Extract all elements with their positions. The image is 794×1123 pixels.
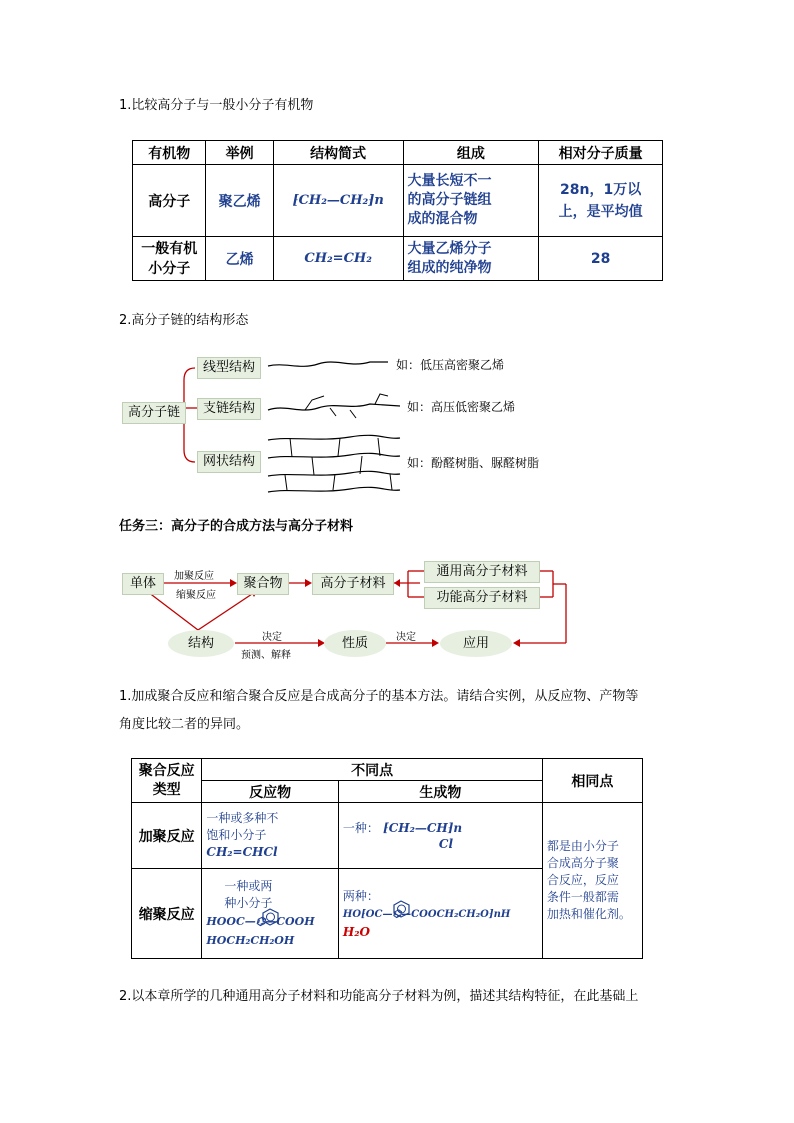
cell-example: 聚乙烯 — [206, 165, 273, 237]
addition-label: 加聚反应 — [174, 571, 214, 582]
application-ellipse: 应用 — [440, 630, 512, 657]
chain-root-label: 高分子链 — [122, 402, 186, 424]
addition-row-label: 加聚反应 — [132, 803, 202, 869]
condensation-row-label: 缩聚反应 — [132, 869, 202, 959]
condensation-reactant: 一种或两 种小分子 HOOC—⌬—COOH HOCH₂CH₂OH — [202, 869, 339, 959]
col-header: 结构简式 — [273, 141, 403, 165]
functional-material-box: 功能高分子材料 — [424, 587, 540, 609]
linear-structure-label: 线型结构 — [197, 357, 261, 379]
type-header: 聚合反应 类型 — [132, 759, 202, 803]
cell-type: 一般有机小分子 — [133, 237, 206, 281]
decide-label-2: 决定 — [396, 632, 416, 643]
structure-ellipse: 结构 — [168, 630, 234, 657]
cell-composition: 大量长短不一 的高分子链组 成的混合物 — [403, 165, 539, 237]
cell-example: 乙烯 — [206, 237, 273, 281]
general-material-box: 通用高分子材料 — [424, 561, 540, 583]
decide-label-1: 决定 — [262, 632, 282, 643]
question-1-title: 1.比较高分子与一般小分子有机物 — [119, 98, 314, 113]
diff-header: 不同点 — [202, 759, 542, 781]
product-header: 生成物 — [338, 781, 542, 803]
question-2-title: 2.高分子链的结构形态 — [119, 313, 249, 328]
condensation-label: 缩聚反应 — [176, 590, 216, 601]
network-example: 如：酚醛树脂、脲醛树脂 — [407, 456, 540, 470]
same-header: 相同点 — [542, 759, 642, 803]
linear-example: 如：低压高密聚乙烯 — [396, 358, 505, 372]
branched-example: 如：高压低密聚乙烯 — [407, 400, 516, 414]
question-3-line-2: 角度比较二者的异同。 — [119, 717, 250, 732]
same-cell: 都是由小分子 合成高分子聚 合反应，反应 条件一般都需 加热和催化剂。 — [542, 803, 642, 959]
cell-mass: 28n，1万以 上，是平均值 — [539, 165, 663, 237]
addition-reactant: 一种或多种不 饱和小分子 CH₂=CHCl — [202, 803, 339, 869]
condensation-product: 两种： HO⁅OC—⌬—COOCH₂CH₂O⁆nH H₂O — [338, 869, 542, 959]
cell-type: 高分子 — [133, 165, 206, 237]
col-header: 组成 — [403, 141, 539, 165]
reactant-header: 反应物 — [202, 781, 339, 803]
network-structure-label: 网状结构 — [197, 451, 261, 473]
question-3-line-1: 1.加成聚合反应和缩合聚合反应是合成高分子的基本方法。请结合实例，从反应物、产物等 — [119, 689, 639, 704]
cell-mass: 28 — [539, 237, 663, 281]
col-header: 有机物 — [133, 141, 206, 165]
cell-composition: 大量乙烯分子 组成的纯净物 — [403, 237, 539, 281]
polymerization-table — [131, 758, 643, 959]
cell-formula: ⁅CH₂—CH₂⁆n — [273, 165, 403, 237]
col-header: 相对分子质量 — [539, 141, 663, 165]
table-row — [132, 803, 643, 869]
addition-product: 一种： ⁅CH₂—CH⁆n Cl — [338, 803, 542, 869]
question-4-text: 2.以本章所学的几种通用高分子材料和功能高分子材料为例，描述其结构特征，在此基础上 — [119, 989, 639, 1004]
predict-label: 预测、解释 — [241, 650, 291, 661]
task3-title: 任务三：高分子的合成方法与高分子材料 — [119, 519, 354, 534]
property-ellipse: 性质 — [324, 630, 386, 657]
col-header: 举例 — [206, 141, 273, 165]
material-box: 高分子材料 — [312, 573, 394, 595]
polymer-box: 聚合物 — [237, 573, 289, 595]
monomer-box: 单体 — [122, 573, 164, 595]
branched-structure-label: 支链结构 — [197, 398, 261, 420]
cell-formula: CH₂=CH₂ — [273, 237, 403, 281]
